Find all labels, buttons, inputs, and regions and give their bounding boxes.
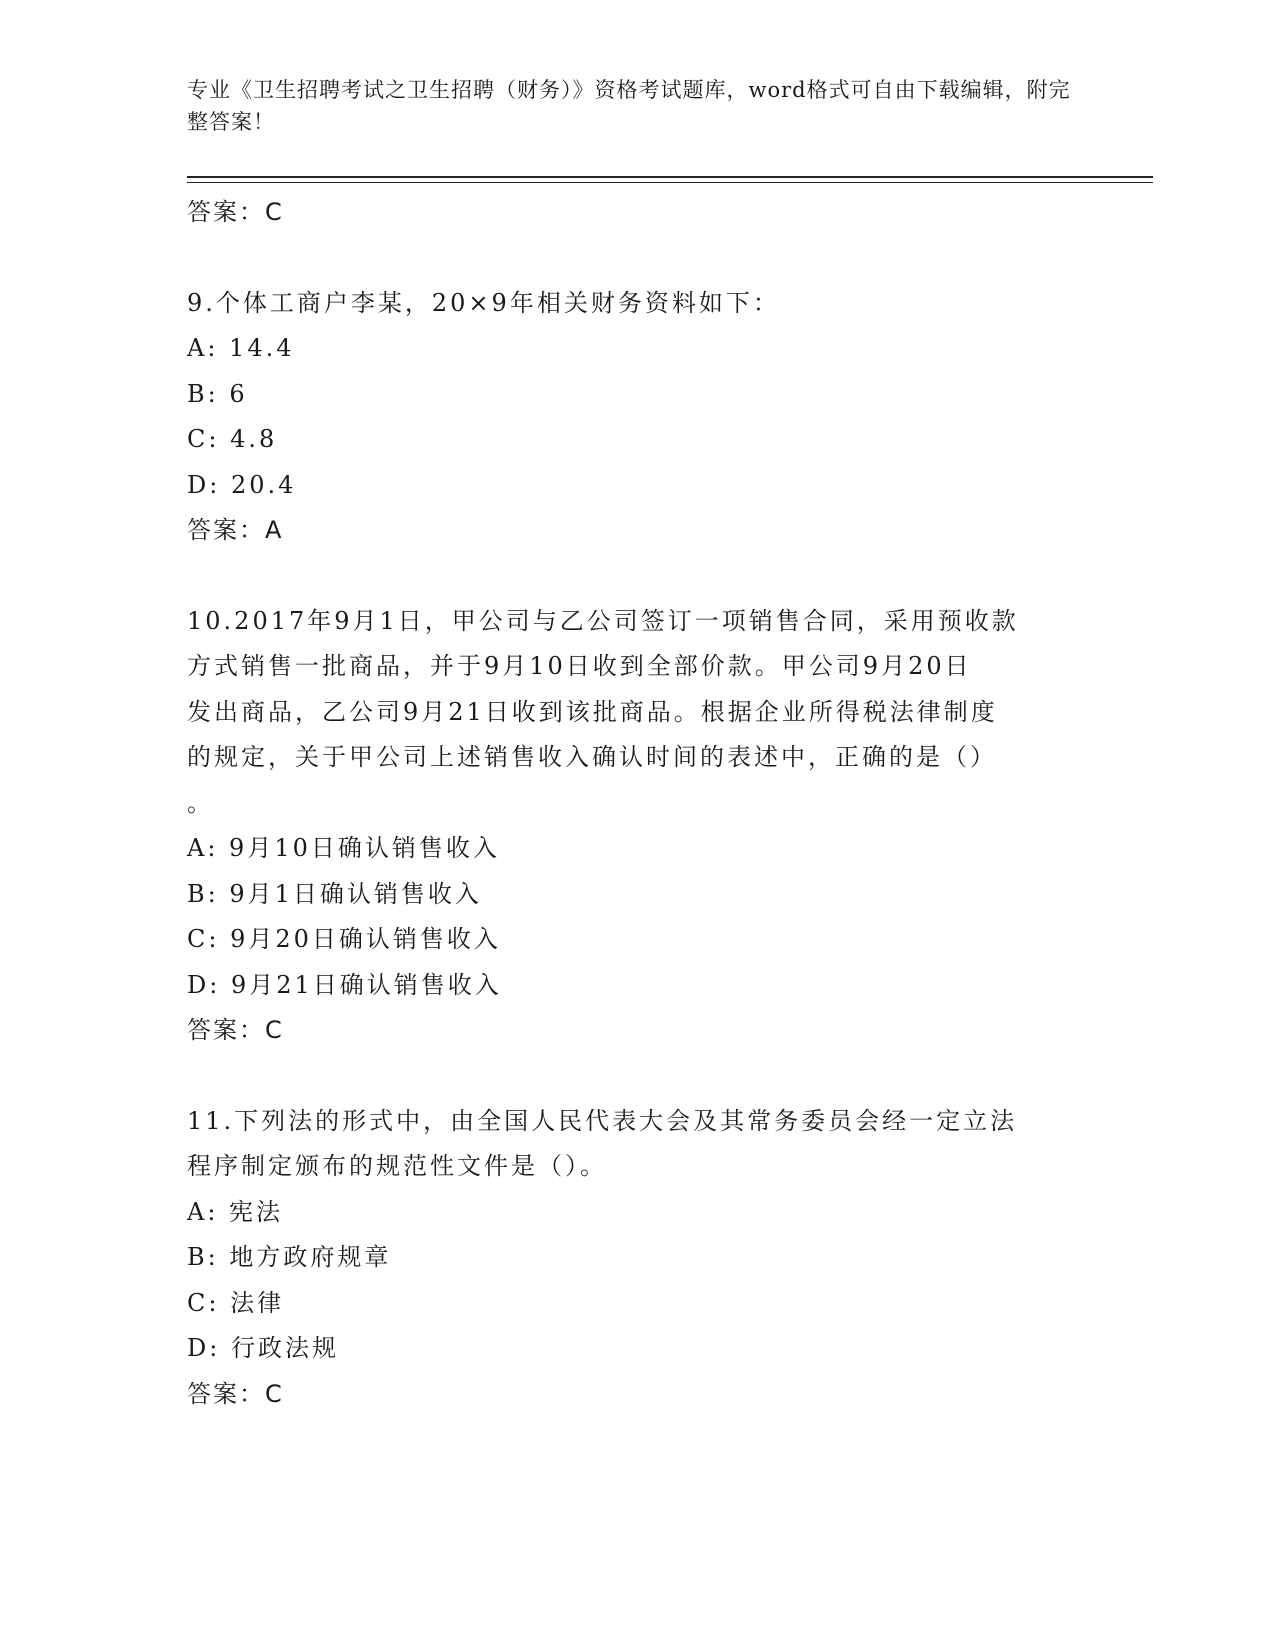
header-rule-thin	[187, 182, 1153, 183]
question-stem-line: 程序制定颁布的规范性文件是（）。	[187, 1152, 607, 1180]
answer: 答案：C	[187, 1016, 284, 1044]
option-a: A: 14.4	[187, 334, 295, 362]
question-stem-line: 方式销售一批商品，并于9月10日收到全部价款。甲公司9月20日	[187, 652, 972, 680]
question-9	[187, 281, 1087, 554]
question-11	[187, 1099, 1087, 1418]
question-stem-line: 10.2017年9月1日，甲公司与乙公司签订一项销售合同，采用预收款	[187, 606, 1019, 635]
option-a: A: 9月10日确认销售收入	[187, 834, 500, 862]
question-stem-line: 11.下列法的形式中，由全国人民代表大会及其常务委员会经一定立法	[187, 1106, 1018, 1135]
question-stem-line: 的规定，关于甲公司上述销售收入确认时间的表述中，正确的是（）	[187, 743, 997, 771]
spacer	[187, 554, 1087, 599]
option-d: D: 9月21日确认销售收入	[187, 970, 502, 999]
option-c: C: 4.8	[187, 425, 278, 453]
option-b: B: 地方政府规章	[187, 1243, 392, 1271]
answer: 答案：A	[187, 516, 284, 544]
page-header: 专业《卫生招聘考试之卫生招聘（财务）》资格考试题库，word格式可自由下载编辑，附完整答案！	[187, 78, 1071, 134]
spacer	[187, 236, 1087, 281]
option-a: A: 宪法	[187, 1197, 284, 1226]
question-stem-line: 发出商品，乙公司9月21日收到该批商品。根据企业所得税法律制度	[187, 697, 998, 726]
option-c: C: 9月20日确认销售收入	[187, 925, 501, 953]
question-10	[187, 599, 1087, 1054]
option-d: D: 行政法规	[187, 1334, 339, 1362]
spacer	[187, 1054, 1087, 1099]
option-d: D: 20.4	[187, 470, 297, 499]
question-list	[187, 190, 1087, 1417]
option-c: C: 法律	[187, 1288, 285, 1317]
question-stem-line: 9.个体工商户李某，20×9年相关财务资料如下：	[187, 288, 780, 317]
answer: 答案：C	[187, 1379, 284, 1408]
previous-answer: 答案：C	[187, 198, 284, 226]
question-stem-line: 。	[187, 788, 214, 817]
header-rule-thick	[187, 176, 1153, 178]
option-b: B: 9月1日确认销售收入	[187, 879, 482, 908]
option-b: B: 6	[187, 379, 248, 408]
